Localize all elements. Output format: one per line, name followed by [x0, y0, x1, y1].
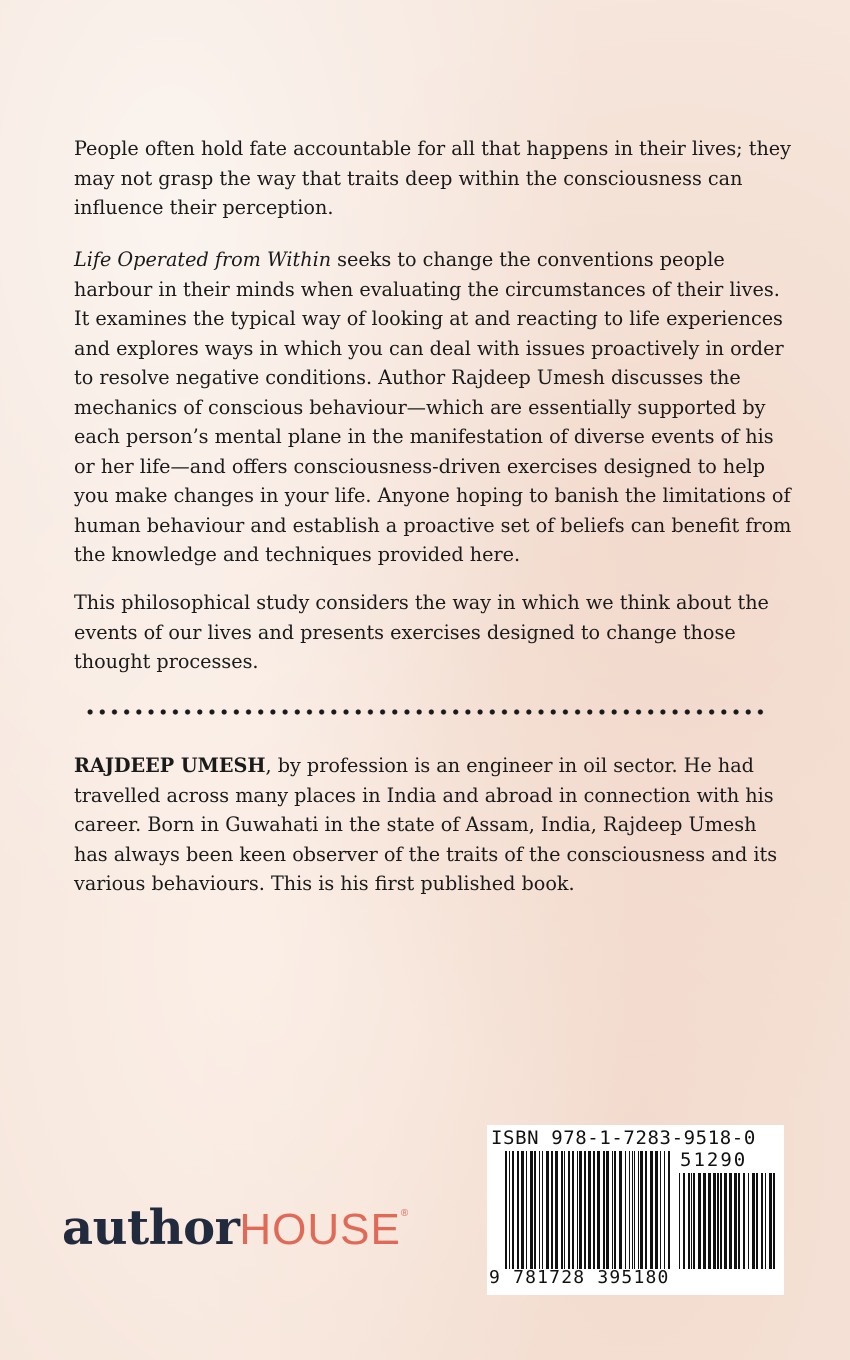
barcode-bar — [551, 1151, 553, 1269]
barcode-bar — [521, 1151, 524, 1269]
publisher-logo — [62, 1200, 408, 1270]
bio-text — [74, 751, 794, 899]
barcode-bar — [597, 1151, 600, 1269]
barcode-bar — [650, 1151, 653, 1269]
barcode-bar — [664, 1151, 665, 1269]
logo-house-text: HOUSE — [239, 1205, 401, 1254]
book-title: Life Operated from Within — [74, 248, 332, 271]
barcode-bar — [756, 1173, 758, 1269]
barcode-bar — [640, 1151, 643, 1269]
ean-digits: 9 781728 395180 — [489, 1267, 670, 1288]
barcode-bar — [625, 1151, 626, 1269]
barcode-bar — [773, 1173, 775, 1269]
barcode-bar — [512, 1151, 514, 1269]
barcode-bar — [668, 1151, 670, 1269]
dotted-divider — [84, 708, 768, 716]
barcode-bar — [612, 1151, 613, 1269]
barcode-bar — [708, 1173, 711, 1269]
price-code: 51290 — [680, 1149, 748, 1171]
barcode-bar — [588, 1151, 591, 1269]
bio-body: , by profession is an engineer in oil sector. He had travelled across many places in India and abroad in connection with his career. Born in Guwahati in the state of Assam, India, Rajdeep Umesh has always been keen observer of the traits of the consciousness and its various behaviours. This is his first published book. — [74, 754, 778, 895]
barcode-bar — [542, 1151, 543, 1269]
ean-bars — [505, 1151, 673, 1269]
barcode-bar — [769, 1173, 772, 1269]
barcode-bar — [509, 1151, 510, 1269]
barcode-bar — [555, 1151, 558, 1269]
barcode-bar — [691, 1173, 692, 1269]
description-paragraph-1 — [74, 134, 794, 223]
barcode-bar — [748, 1173, 749, 1269]
isbn-label: ISBN 978-1-7283-9518-0 — [491, 1127, 756, 1149]
paragraph-body: seeks to change the conventions people harbour in their minds when evaluating the circumstances of their lives. It examines the typical way of looking at and reacting to life experiences and explores ways in which you can deal with issues proactively in order to resolve negative conditions. Author Rajdeep Umesh discusses the mechanics of conscious behaviour—which are essentially supported by each person’s mental plane in the manifestation of diverse events of his or her life—and offers consciousness-driven exercises designed to help you make changes in your life. Anyone hoping to banish the limitations of human behaviour and establish a proactive set of beliefs can benefit from the knowledge and techniques provided here. — [74, 248, 792, 566]
barcode-bar — [713, 1173, 716, 1269]
barcode-bar — [634, 1151, 635, 1269]
barcode-bar — [655, 1151, 658, 1269]
barcode-bar — [577, 1151, 578, 1269]
barcode-bar — [638, 1151, 639, 1269]
barcode-bar — [629, 1151, 630, 1269]
barcode-bar — [568, 1151, 570, 1269]
logo-author-text: author — [62, 1200, 240, 1256]
author-name: RAJDEEP UMESH — [74, 754, 266, 777]
paragraph-text — [74, 245, 794, 570]
barcode-bar — [693, 1173, 695, 1269]
barcode-bar — [632, 1151, 633, 1269]
barcode-bar — [688, 1173, 690, 1269]
barcode-bar — [579, 1151, 582, 1269]
barcode-bar — [720, 1173, 722, 1269]
barcode-bar — [724, 1173, 727, 1269]
barcode-bar — [765, 1173, 766, 1269]
barcode-bar — [683, 1173, 685, 1269]
barcode-bar — [526, 1151, 527, 1269]
isbn-barcode — [487, 1125, 784, 1295]
barcode-bar — [561, 1151, 563, 1269]
barcode-bar — [606, 1151, 609, 1269]
barcode-bar — [761, 1173, 763, 1269]
barcode-bar — [505, 1151, 507, 1269]
barcode-bar — [698, 1173, 701, 1269]
barcode-bar — [564, 1151, 565, 1269]
paragraph-text: People often hold fate accountable for all that happens in their lives; they may not grasp the way that traits deep within the consciousness can influence their perception. — [74, 137, 792, 219]
barcode-bar — [534, 1151, 536, 1269]
description-paragraph-2 — [74, 245, 794, 570]
barcode-bar — [743, 1173, 745, 1269]
barcode-bar — [546, 1151, 549, 1269]
barcode-bar — [593, 1151, 595, 1269]
barcode-bar — [660, 1151, 661, 1269]
barcode-bar — [729, 1173, 732, 1269]
addon-bars — [679, 1173, 779, 1269]
barcode-bar — [603, 1151, 605, 1269]
barcode-bar — [619, 1151, 622, 1269]
author-bio — [74, 751, 794, 899]
barcode-bar — [517, 1151, 519, 1269]
barcode-bar — [530, 1151, 533, 1269]
barcode-bar — [614, 1151, 616, 1269]
barcode-bar — [717, 1173, 719, 1269]
barcode-bar — [572, 1151, 574, 1269]
registered-mark: ® — [400, 1208, 409, 1219]
barcode-bar — [679, 1173, 680, 1269]
barcode-bar — [645, 1151, 647, 1269]
barcode-bar — [734, 1173, 737, 1269]
barcode-bar — [703, 1173, 706, 1269]
paragraph-text: This philosophical study considers the way in which we think about the events of our lives and presents exercises designed to change those thought processes. — [74, 591, 769, 673]
barcode-bar — [738, 1173, 740, 1269]
description-paragraph-3 — [74, 588, 794, 677]
barcode-bar — [539, 1151, 540, 1269]
barcode-bar — [584, 1151, 586, 1269]
barcode-bar — [752, 1173, 755, 1269]
